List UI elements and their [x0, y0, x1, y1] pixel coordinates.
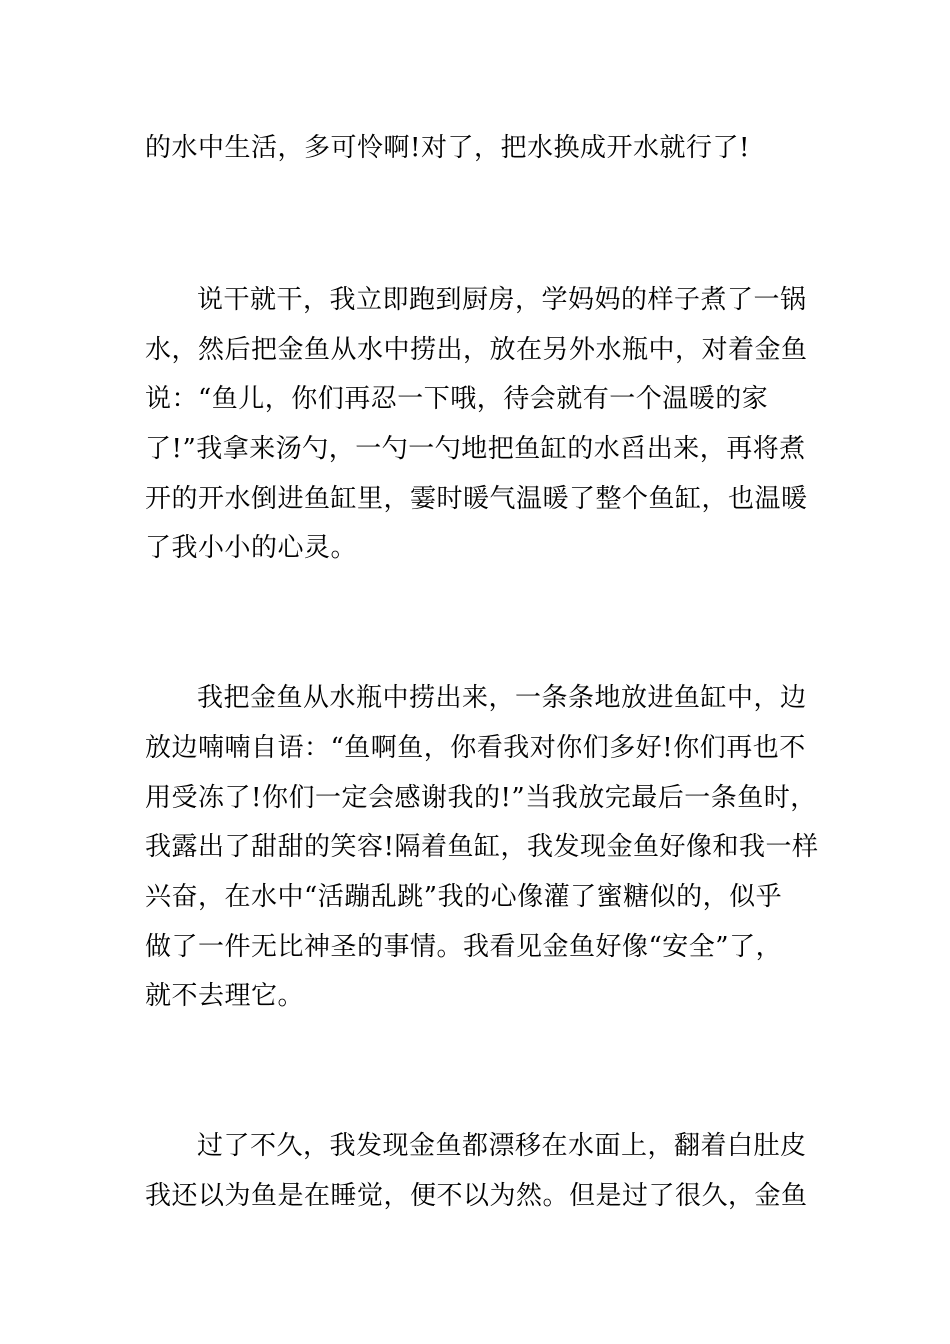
paragraph-2-line-6: 了我小小的心灵。 [145, 533, 358, 563]
paragraph-2-line-3: 说：“鱼儿，你们再忍一下哦，待会就有一个温暖的家 [145, 384, 769, 414]
paragraph-2-line-2: 水，然后把金鱼从水中捞出，放在另外水瓶中，对着金鱼 [145, 335, 808, 365]
paragraph-3-line-4: 我露出了甜甜的笑容!隔着鱼缸，我发现金鱼好像和我一样 [145, 832, 819, 862]
paragraph-4-line-2: 我还以为鱼是在睡觉，便不以为然。但是过了很久，金鱼 [145, 1181, 808, 1211]
paragraph-3-line-5: 兴奋，在水中“活蹦乱跳”我的心像灌了蜜糖似的，似乎 [145, 882, 783, 912]
paragraph-3-line-1: 我把金鱼从水瓶中捞出来，一条条地放进鱼缸中，边 [197, 683, 807, 713]
paragraph-3-line-7: 就不去理它。 [145, 981, 305, 1011]
paragraph-3-line-2: 放边喃喃自语：“鱼啊鱼，你看我对你们多好!你们再也不 [145, 733, 806, 763]
paragraph-2-line-4: 了!”我拿来汤勺，一勺一勺地把鱼缸的水舀出来，再将煮 [145, 434, 806, 464]
paragraph-3-line-6: 做了一件无比神圣的事情。我看见金鱼好像“安全”了， [145, 932, 783, 962]
paragraph-4-line-1: 过了不久，我发现金鱼都漂移在水面上，翻着白肚皮 [197, 1131, 807, 1161]
paragraph-2-line-5: 开的开水倒进鱼缸里，霎时暖气温暖了整个鱼缸，也温暖 [145, 484, 808, 514]
paragraph-3-line-3: 用受冻了!你们一定会感谢我的!”当我放完最后一条鱼时， [145, 783, 817, 813]
paragraph-2-line-1: 说干就干，我立即跑到厨房，学妈妈的样子煮了一锅 [197, 285, 807, 315]
paragraph-1-line-1: 的水中生活，多可怜啊!对了，把水换成开水就行了! [145, 133, 750, 163]
